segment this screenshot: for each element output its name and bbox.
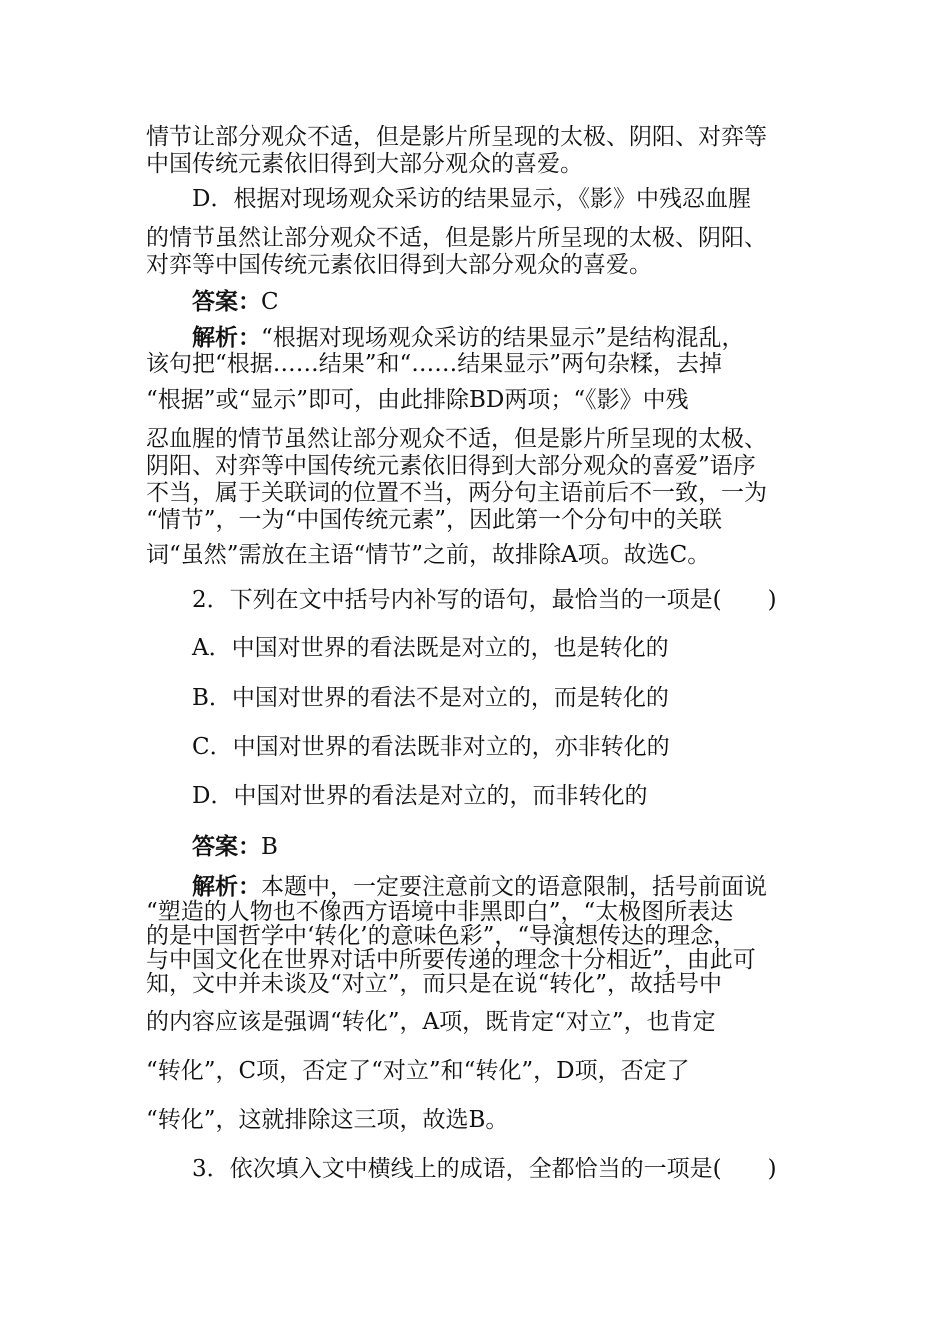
text-line: 不当，属于关联词的位置不当，两分句主语前后不一致，一为: [146, 480, 767, 506]
text-line: “根据”或“显示”即可，由此排除BD两项；“《影》中残: [146, 387, 689, 413]
text-line: “转化”，这就排除这三项，故选B。: [146, 1107, 509, 1133]
answer-label: 答案：: [192, 833, 261, 860]
analysis-line: [192, 875, 767, 899]
analysis-text: 本题中，一定要注意前文的语意限制，括号前面说: [261, 874, 767, 900]
answer-label: 答案：: [192, 288, 261, 315]
option-c: C．中国对世界的看法既非对立的，亦非转化的: [192, 734, 670, 760]
question-2: 2．下列在文中括号内补写的语句，最恰当的一项是( ): [192, 587, 777, 613]
text-line: 的内容应该是强调“转化”，A项，既肯定“对立”，也肯定: [146, 1009, 716, 1035]
text-line: 的情节虽然让部分观众不适，但是影片所呈现的太极、阴阳、: [146, 225, 767, 251]
analysis-label: 解析：: [192, 324, 261, 351]
option-d: D．中国对世界的看法是对立的，而非转化的: [192, 783, 648, 809]
text-line: 忍血腥的情节虽然让部分观众不适，但是影片所呈现的太极、: [146, 426, 767, 452]
text-line: 该句把“根据……结果”和“……结果显示”两句杂糅，去掉: [146, 351, 723, 377]
answer-line: [192, 835, 278, 859]
text-line: 对弈等中国传统元素依旧得到大部分观众的喜爱。: [146, 252, 652, 278]
answer-value: B: [261, 834, 278, 860]
option-b: B．中国对世界的看法不是对立的，而是转化的: [192, 685, 669, 711]
question-3: 3．依次填入文中横线上的成语，全都恰当的一项是( ): [192, 1156, 777, 1182]
option-d-line: D．根据对现场观众采访的结果显示，《影》中残忍血腥: [192, 186, 751, 212]
analysis-line: [192, 326, 745, 350]
text-line: 词“虽然”需放在主语“情节”之前，故排除A项。故选C。: [146, 542, 711, 568]
answer-value: C: [261, 289, 279, 315]
option-a: A．中国对世界的看法既是对立的，也是转化的: [192, 635, 669, 661]
text-line: 情节让部分观众不适，但是影片所呈现的太极、阴阳、对弈等: [146, 124, 767, 150]
analysis-label: 解析：: [192, 873, 261, 900]
text-line: 知，文中并未谈及“对立”，而只是在说“转化”，故括号中: [146, 971, 723, 997]
text-line: “转化”，C项，否定了“对立”和“转化”，D项，否定了: [146, 1058, 690, 1084]
text-line: “情节”，一为“中国传统元素”，因此第一个分句中的关联: [146, 507, 723, 533]
answer-line: [192, 290, 279, 314]
text-line: 的是中国哲学中‘转化’的意味色彩”，“导演想传达的理念，: [146, 923, 737, 949]
analysis-text: “根据对现场观众采访的结果显示”是结构混乱，: [261, 325, 745, 351]
text-line: 中国传统元素依旧得到大部分观众的喜爱。: [146, 151, 583, 177]
text-line: 与中国文化在世界对话中所要传递的理念十分相近”，由此可: [146, 947, 756, 973]
text-line: “塑造的人物也不像西方语境中非黑即白”，“太极图所表达: [146, 899, 734, 925]
text-line: 阴阳、对弈等中国传统元素依旧得到大部分观众的喜爱”语序: [146, 453, 756, 479]
